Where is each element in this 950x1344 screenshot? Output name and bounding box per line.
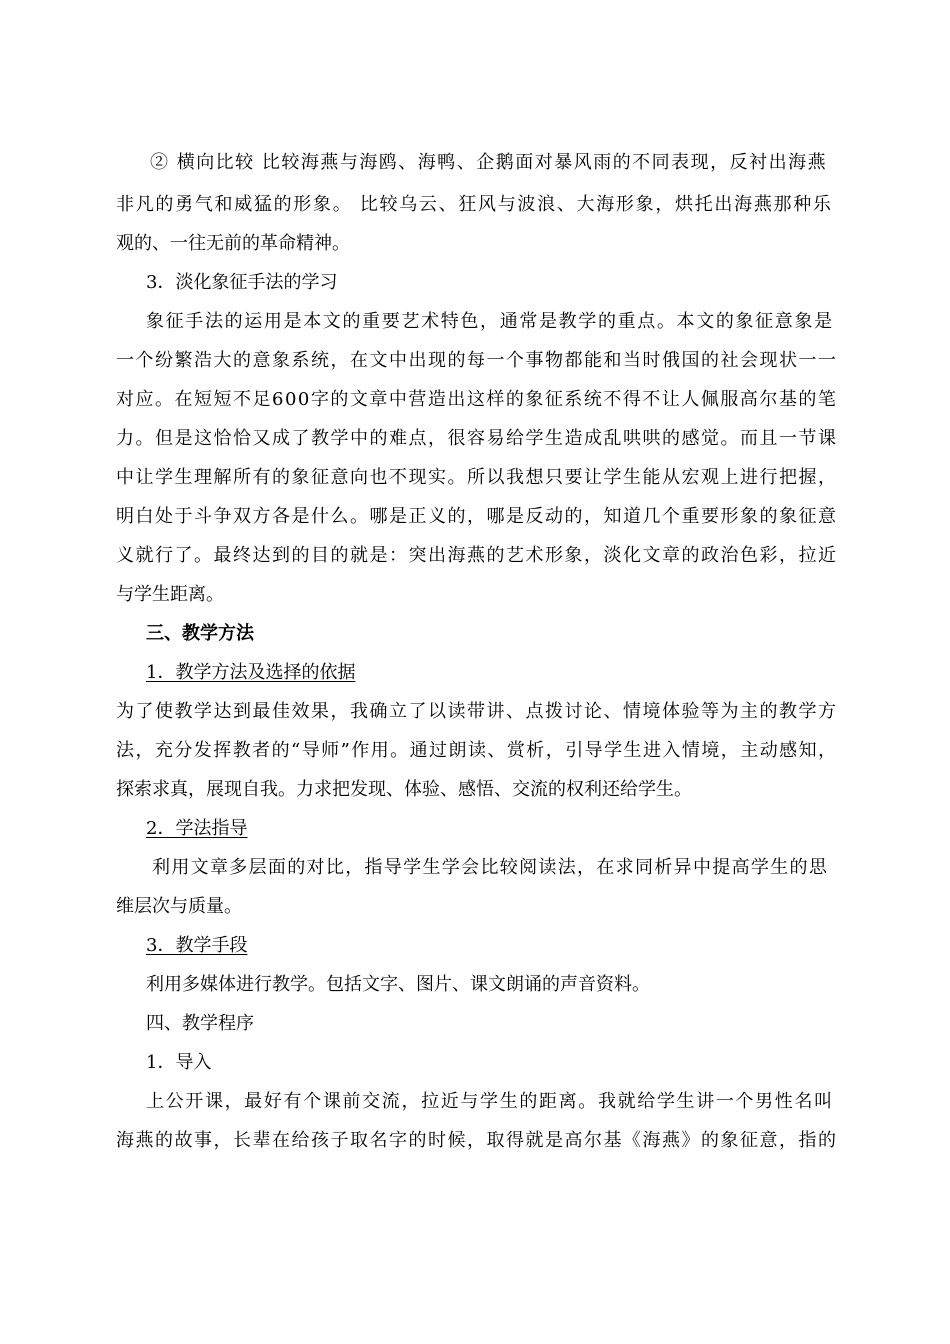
text-line: 海燕的故事，长辈在给孩子取名字的时候，取得就是高尔基《海燕》的象征意，指的 [116,1130,838,1151]
text-line: 法，充分发挥教者的“导师”作用。通过朗读、赏析，引导学生进入情境，主动感知， [116,740,838,761]
text-line: 对应。在短短不足600字的文章中营造出这样的象征系统不得不让人佩服高尔基的笔 [116,389,838,410]
text-line: 观的、一往无前的革命精神。 [116,233,350,254]
section-heading: 3．淡化象征手法的学习 [146,272,338,293]
text-line: 象征手法的运用是本文的重要艺术特色，通常是教学的重点。本文的象征意象是 [146,311,834,332]
section-heading: 四、教学程序 [146,1013,254,1034]
text-line: 利用文章多层面的对比，指导学生学会比较阅读法，在求同析异中提高学生的思 [152,857,829,878]
subsection-heading: 3．教学手段 [146,935,248,956]
text-line: 为了使教学达到最佳效果，我确立了以读带讲、点拨讨论、情境体验等为主的教学方 [116,701,838,722]
text-line: 中让学生理解所有的象征意向也不现实。所以我想只要让学生能从宏观上进行把握， [116,467,838,488]
subsection-heading: 1．教学方法及选择的依据 [146,662,356,683]
text-line: 义就行了。最终达到的目的就是：突出海燕的艺术形象，淡化文章的政治色彩，拉近 [116,545,838,566]
subsection-heading: 1．导入 [146,1052,212,1073]
text-line: 力。但是这恰恰又成了教学中的难点，很容易给学生造成乱哄哄的感觉。而且一节课 [116,428,838,449]
text-line: 上公开课，最好有个课前交流，拉近与学生的距离。我就给学生讲一个男性名叫 [146,1091,834,1112]
text-line: ② 横向比较 比较海燕与海鸥、海鸭、企鹅面对暴风雨的不同表现，反衬出海燕 [150,152,828,173]
text-line: 利用多媒体进行教学。包括文字、图片、课文朗诵的声音资料。 [146,974,650,995]
subsection-heading: 2．学法指导 [146,818,248,839]
text-line: 明白处于斗争双方各是什么。哪是正义的，哪是反动的，知道几个重要形象的象征意 [116,506,838,527]
text-line: 探索求真，展现自我。力求把发现、体验、感悟、交流的权利还给学生。 [116,779,692,800]
text-line: 维层次与质量。 [116,896,242,917]
text-line: 与学生距离。 [116,584,224,605]
text-line: 非凡的勇气和威猛的形象。 比较乌云、狂风与波浪、大海形象，烘托出海燕那种乐 [116,194,833,215]
section-heading: 三、教学方法 [146,623,254,644]
text-line: 一个纷繁浩大的意象系统，在文中出现的每一个事物都能和当时俄国的社会现状一一 [116,350,838,371]
